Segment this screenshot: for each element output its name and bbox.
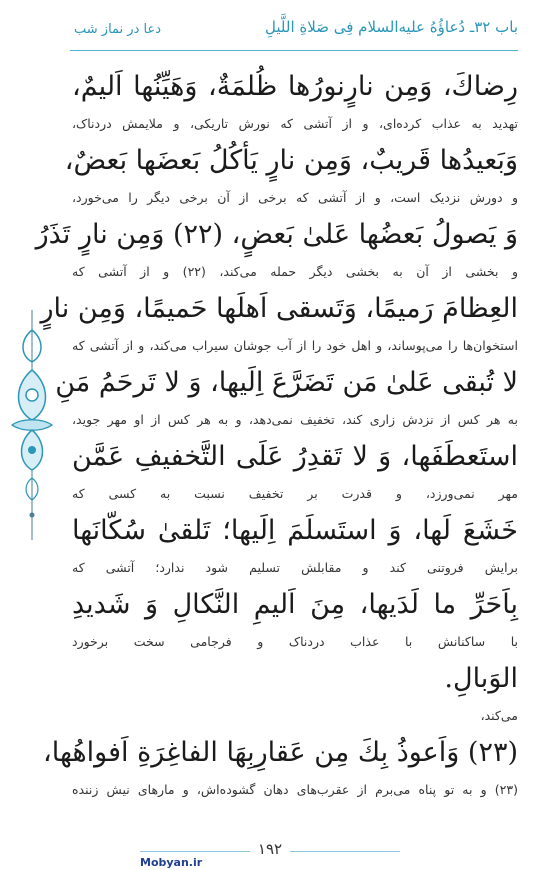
- persian-translation-line: استخوان‌ها را می‌پوساند، و اهل خود را از آب جوشان سیراب می‌کند، و از آتشی که: [72, 338, 518, 353]
- chapter-title: باب ۳۲ـ دُعاؤُهُ عليه‌السلام فِى صَلاةِ اللَّيلِ: [265, 18, 518, 36]
- arabic-line: خَشَعَ لَها، وَ استَسلَمَ اِلَيها؛ تَلقىٰ سُكّانَها: [72, 515, 518, 546]
- persian-translation-line: می‌کند،: [480, 708, 518, 723]
- arabic-line: العِظامَ رَميمًا، وَتَسقى اَهلَها حَميمًا، وَمِن نارٍ: [40, 293, 518, 324]
- page-body: [35, 64, 518, 804]
- arabic-line: وَ يَصولُ بَعضُها عَلىٰ بَعضٍ، (۲۲) وَمِن نارٍ تَذَرُ: [35, 219, 518, 250]
- persian-translation-line: و بخشی از آن به بخشی دیگر حمله می‌کند، (۲۲) و از آتشی که: [72, 264, 518, 279]
- persian-translation-line: با ساکنانش با عذاب دردناک و فرجامی سخت برخورد: [72, 634, 518, 649]
- persian-translation-line: مهر نمی‌ورزد، و قدرت بر تخفیف نسبت به کسی که: [72, 486, 518, 501]
- arabic-line: وَبَعيدُها قَريبٌ، وَمِن نارٍ يَأكُلُ بَعضَها بَعضٌ،: [64, 145, 518, 176]
- persian-translation-line: و دورش نزدیک است، و از آتشی که برخی از آن برخی دیگر را می‌خورد،: [72, 190, 518, 205]
- arabic-line: لا تُبقى عَلىٰ مَن تَضَرَّعَ اِلَيها، وَ لا تَرحَمُ مَنِ: [55, 367, 518, 398]
- persian-translation-line: برایش فروتنی کند و مقابلش تسلیم شود ندارد؛ آتشی که: [72, 560, 518, 575]
- arabic-line: استَعطَفَها، وَ لا تَقدِرُ عَلَى التَّخفيفِ عَمَّن: [72, 441, 518, 472]
- arabic-line: الوَبالِ.: [444, 663, 518, 694]
- section-title: دعا در نماز شب: [74, 22, 162, 37]
- arabic-line: بِاَحَرِّ ما لَدَيها، مِنَ اَليمِ النَّكالِ وَ شَديدِ: [72, 589, 518, 620]
- page-header: [0, 0, 540, 56]
- page-footer: [0, 838, 540, 870]
- persian-translation-line: به هر کس از نزدش زاری کند، تخفیف نمی‌دهد، و به هر کس از او مهر جوید،: [72, 412, 518, 427]
- header-divider: [70, 50, 518, 51]
- side-ornament-icon: [8, 310, 56, 540]
- page-number: ۱۹۲: [257, 840, 283, 858]
- arabic-line: (۲۳) وَاَعوذُ بِكَ مِن عَقارِبِهَا الفاغِرَةِ اَفواهُها،: [43, 737, 518, 768]
- arabic-line: رِضاكَ، وَمِن نارٍنورُها ظُلمَةٌ، وَهَيِّنُها اَليمٌ،: [72, 71, 518, 102]
- persian-translation-line: (۲۳) و به تو پناه می‌برم از عقرب‌های دهان گشوده‌اش، و مارهای نیش زننده: [72, 782, 518, 797]
- persian-translation-line: تهدید به عذاب کرده‌ای، و از آتشی که نورش تاریکی، و ملایمش دردناک،: [72, 116, 518, 131]
- site-watermark: Mobyan.ir: [140, 856, 203, 869]
